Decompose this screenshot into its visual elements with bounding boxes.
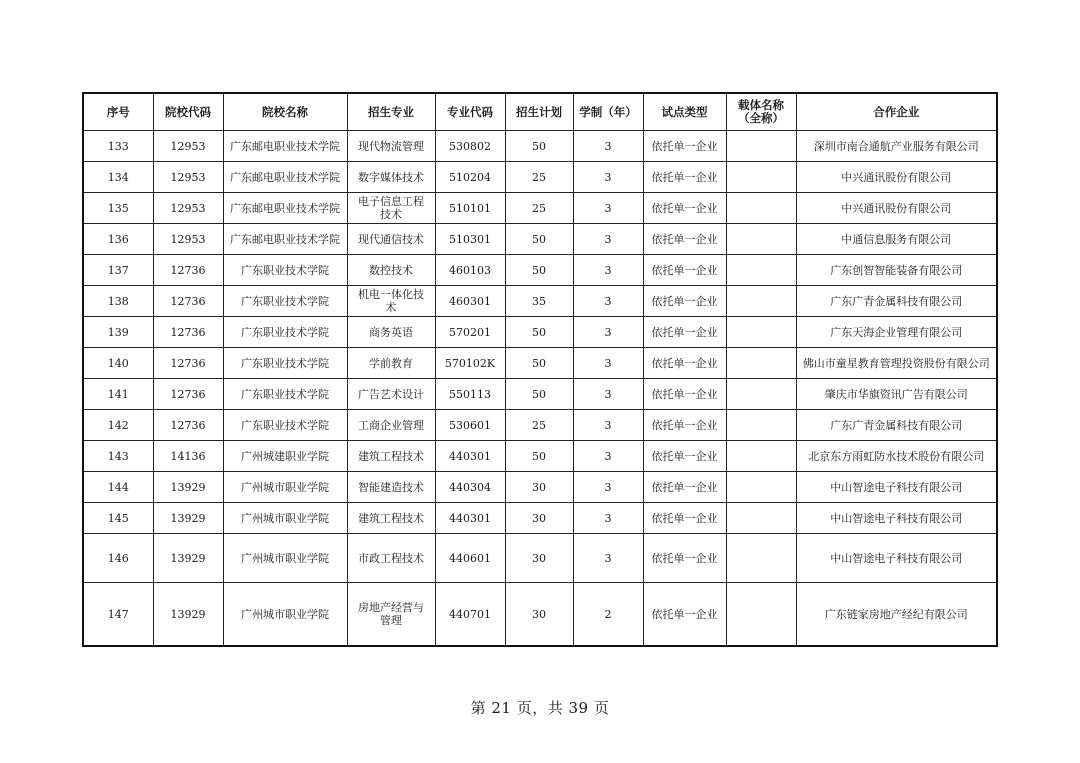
cell-school-name: 广东职业技术学院 xyxy=(223,317,347,348)
cell-partner: 佛山市童星教育管理投资股份有限公司 xyxy=(796,348,997,379)
cell-carrier-name xyxy=(726,317,796,348)
cell-carrier-name xyxy=(726,224,796,255)
table-row xyxy=(83,348,997,379)
cell-carrier-name xyxy=(726,410,796,441)
cell-duration: 3 xyxy=(573,224,643,255)
cell-major: 房地产经营与管理 xyxy=(347,583,435,647)
cell-serial: 133 xyxy=(83,131,153,162)
cell-major-code: 530601 xyxy=(435,410,505,441)
cell-plan: 50 xyxy=(505,441,573,472)
cell-serial: 147 xyxy=(83,583,153,647)
header-major-code: 专业代码 xyxy=(435,93,505,131)
header-carrier-name: 载体名称（全称） xyxy=(726,93,796,131)
cell-plan: 30 xyxy=(505,472,573,503)
cell-school-name: 广东邮电职业技术学院 xyxy=(223,193,347,224)
cell-serial: 136 xyxy=(83,224,153,255)
cell-school-code: 12736 xyxy=(153,255,223,286)
table-row xyxy=(83,441,997,472)
cell-duration: 3 xyxy=(573,472,643,503)
cell-serial: 144 xyxy=(83,472,153,503)
cell-plan: 50 xyxy=(505,348,573,379)
cell-major: 建筑工程技术 xyxy=(347,441,435,472)
cell-serial: 143 xyxy=(83,441,153,472)
cell-school-name: 广州城市职业学院 xyxy=(223,503,347,534)
cell-serial: 138 xyxy=(83,286,153,317)
cell-pilot-type: 依托单一企业 xyxy=(643,286,726,317)
cell-major-code: 440601 xyxy=(435,534,505,583)
cell-plan: 30 xyxy=(505,503,573,534)
cell-major: 数控技术 xyxy=(347,255,435,286)
cell-school-name: 广东职业技术学院 xyxy=(223,286,347,317)
cell-major-code: 440304 xyxy=(435,472,505,503)
cell-major-code: 440701 xyxy=(435,583,505,647)
cell-carrier-name xyxy=(726,193,796,224)
cell-partner: 中山智途电子科技有限公司 xyxy=(796,534,997,583)
cell-school-code: 12736 xyxy=(153,286,223,317)
cell-carrier-name xyxy=(726,441,796,472)
cell-school-code: 13929 xyxy=(153,534,223,583)
cell-school-code: 12953 xyxy=(153,193,223,224)
cell-major: 现代物流管理 xyxy=(347,131,435,162)
cell-major: 智能建造技术 xyxy=(347,472,435,503)
cell-plan: 50 xyxy=(505,379,573,410)
cell-plan: 30 xyxy=(505,534,573,583)
cell-school-code: 13929 xyxy=(153,472,223,503)
cell-carrier-name xyxy=(726,286,796,317)
header-school-name: 院校名称 xyxy=(223,93,347,131)
cell-pilot-type: 依托单一企业 xyxy=(643,224,726,255)
cell-pilot-type: 依托单一企业 xyxy=(643,348,726,379)
enrollment-table xyxy=(82,92,998,647)
cell-duration: 3 xyxy=(573,131,643,162)
header-major: 招生专业 xyxy=(347,93,435,131)
cell-pilot-type: 依托单一企业 xyxy=(643,410,726,441)
cell-major-code: 460103 xyxy=(435,255,505,286)
cell-major: 市政工程技术 xyxy=(347,534,435,583)
cell-partner: 广东链家房地产经纪有限公司 xyxy=(796,583,997,647)
cell-serial: 140 xyxy=(83,348,153,379)
cell-pilot-type: 依托单一企业 xyxy=(643,503,726,534)
cell-pilot-type: 依托单一企业 xyxy=(643,255,726,286)
cell-partner: 北京东方雨虹防水技术股份有限公司 xyxy=(796,441,997,472)
cell-major-code: 570102K xyxy=(435,348,505,379)
cell-major-code: 440301 xyxy=(435,503,505,534)
cell-major-code: 550113 xyxy=(435,379,505,410)
table-row xyxy=(83,286,997,317)
cell-serial: 142 xyxy=(83,410,153,441)
cell-partner: 中兴通讯股份有限公司 xyxy=(796,162,997,193)
cell-serial: 137 xyxy=(83,255,153,286)
cell-pilot-type: 依托单一企业 xyxy=(643,583,726,647)
cell-major-code: 440301 xyxy=(435,441,505,472)
cell-school-name: 广东职业技术学院 xyxy=(223,255,347,286)
cell-duration: 2 xyxy=(573,583,643,647)
cell-school-name: 广东职业技术学院 xyxy=(223,410,347,441)
cell-plan: 50 xyxy=(505,317,573,348)
cell-partner: 广东创智智能装备有限公司 xyxy=(796,255,997,286)
cell-major-code: 510101 xyxy=(435,193,505,224)
cell-serial: 135 xyxy=(83,193,153,224)
cell-duration: 3 xyxy=(573,379,643,410)
cell-school-name: 广州城市职业学院 xyxy=(223,534,347,583)
cell-school-code: 12736 xyxy=(153,379,223,410)
cell-partner: 中通信息服务有限公司 xyxy=(796,224,997,255)
cell-carrier-name xyxy=(726,503,796,534)
cell-plan: 25 xyxy=(505,410,573,441)
cell-carrier-name xyxy=(726,534,796,583)
cell-school-name: 广东职业技术学院 xyxy=(223,379,347,410)
cell-duration: 3 xyxy=(573,193,643,224)
cell-major: 学前教育 xyxy=(347,348,435,379)
cell-duration: 3 xyxy=(573,410,643,441)
cell-pilot-type: 依托单一企业 xyxy=(643,472,726,503)
cell-school-code: 12736 xyxy=(153,317,223,348)
cell-carrier-name xyxy=(726,583,796,647)
cell-school-name: 广东邮电职业技术学院 xyxy=(223,131,347,162)
table-row xyxy=(83,503,997,534)
cell-serial: 134 xyxy=(83,162,153,193)
cell-major-code: 460301 xyxy=(435,286,505,317)
cell-major: 电子信息工程技术 xyxy=(347,193,435,224)
cell-carrier-name xyxy=(726,379,796,410)
cell-school-name: 广东邮电职业技术学院 xyxy=(223,162,347,193)
cell-plan: 30 xyxy=(505,583,573,647)
cell-pilot-type: 依托单一企业 xyxy=(643,131,726,162)
cell-major: 现代通信技术 xyxy=(347,224,435,255)
cell-serial: 139 xyxy=(83,317,153,348)
cell-major: 商务英语 xyxy=(347,317,435,348)
cell-school-code: 13929 xyxy=(153,583,223,647)
page-number: 第 21 页，共 39 页 xyxy=(470,699,610,717)
cell-duration: 3 xyxy=(573,348,643,379)
table-body xyxy=(83,131,997,647)
table-row xyxy=(83,379,997,410)
cell-carrier-name xyxy=(726,131,796,162)
cell-major: 建筑工程技术 xyxy=(347,503,435,534)
cell-carrier-name xyxy=(726,348,796,379)
cell-partner: 中山智途电子科技有限公司 xyxy=(796,472,997,503)
cell-duration: 3 xyxy=(573,317,643,348)
header-plan: 招生计划 xyxy=(505,93,573,131)
cell-pilot-type: 依托单一企业 xyxy=(643,317,726,348)
cell-partner: 中山智途电子科技有限公司 xyxy=(796,503,997,534)
cell-school-code: 12736 xyxy=(153,410,223,441)
table-row xyxy=(83,131,997,162)
cell-duration: 3 xyxy=(573,162,643,193)
cell-school-code: 12736 xyxy=(153,348,223,379)
cell-carrier-name xyxy=(726,472,796,503)
cell-partner: 深圳市南合通航产业服务有限公司 xyxy=(796,131,997,162)
cell-pilot-type: 依托单一企业 xyxy=(643,193,726,224)
header-school-code: 院校代码 xyxy=(153,93,223,131)
cell-school-name: 广州城市职业学院 xyxy=(223,472,347,503)
cell-partner: 广东广青金属科技有限公司 xyxy=(796,410,997,441)
cell-plan: 50 xyxy=(505,224,573,255)
cell-partner: 广东广青金属科技有限公司 xyxy=(796,286,997,317)
cell-school-name: 广东邮电职业技术学院 xyxy=(223,224,347,255)
header-pilot-type: 试点类型 xyxy=(643,93,726,131)
cell-major-code: 510204 xyxy=(435,162,505,193)
cell-duration: 3 xyxy=(573,534,643,583)
enrollment-table-container xyxy=(82,92,996,647)
cell-partner: 广东天海企业管理有限公司 xyxy=(796,317,997,348)
cell-plan: 50 xyxy=(505,131,573,162)
table-row xyxy=(83,193,997,224)
cell-duration: 3 xyxy=(573,255,643,286)
cell-major: 工商企业管理 xyxy=(347,410,435,441)
cell-serial: 145 xyxy=(83,503,153,534)
cell-major-code: 510301 xyxy=(435,224,505,255)
table-row xyxy=(83,472,997,503)
cell-major: 机电一体化技术 xyxy=(347,286,435,317)
cell-plan: 50 xyxy=(505,255,573,286)
cell-major: 数字媒体技术 xyxy=(347,162,435,193)
cell-plan: 25 xyxy=(505,162,573,193)
table-row xyxy=(83,224,997,255)
cell-partner: 中兴通讯股份有限公司 xyxy=(796,193,997,224)
cell-school-code: 12953 xyxy=(153,224,223,255)
cell-carrier-name xyxy=(726,255,796,286)
cell-pilot-type: 依托单一企业 xyxy=(643,162,726,193)
cell-serial: 146 xyxy=(83,534,153,583)
cell-duration: 3 xyxy=(573,286,643,317)
cell-major-code: 530802 xyxy=(435,131,505,162)
cell-carrier-name xyxy=(726,162,796,193)
cell-major-code: 570201 xyxy=(435,317,505,348)
header-serial: 序号 xyxy=(83,93,153,131)
cell-duration: 3 xyxy=(573,441,643,472)
cell-pilot-type: 依托单一企业 xyxy=(643,379,726,410)
cell-pilot-type: 依托单一企业 xyxy=(643,534,726,583)
cell-serial: 141 xyxy=(83,379,153,410)
table-row xyxy=(83,255,997,286)
cell-major: 广告艺术设计 xyxy=(347,379,435,410)
cell-partner: 肇庆市华旗资讯广告有限公司 xyxy=(796,379,997,410)
header-partner: 合作企业 xyxy=(796,93,997,131)
cell-duration: 3 xyxy=(573,503,643,534)
table-header-row xyxy=(83,93,997,131)
cell-school-name: 广州城建职业学院 xyxy=(223,441,347,472)
table-row xyxy=(83,162,997,193)
table-row xyxy=(83,410,997,441)
table-row xyxy=(83,583,997,647)
table-row xyxy=(83,317,997,348)
cell-pilot-type: 依托单一企业 xyxy=(643,441,726,472)
cell-school-code: 13929 xyxy=(153,503,223,534)
cell-plan: 35 xyxy=(505,286,573,317)
cell-school-code: 12953 xyxy=(153,131,223,162)
cell-school-code: 12953 xyxy=(153,162,223,193)
cell-school-code: 14136 xyxy=(153,441,223,472)
cell-school-name: 广东职业技术学院 xyxy=(223,348,347,379)
table-row xyxy=(83,534,997,583)
header-duration: 学制（年） xyxy=(573,93,643,131)
cell-plan: 25 xyxy=(505,193,573,224)
cell-school-name: 广州城市职业学院 xyxy=(223,583,347,647)
